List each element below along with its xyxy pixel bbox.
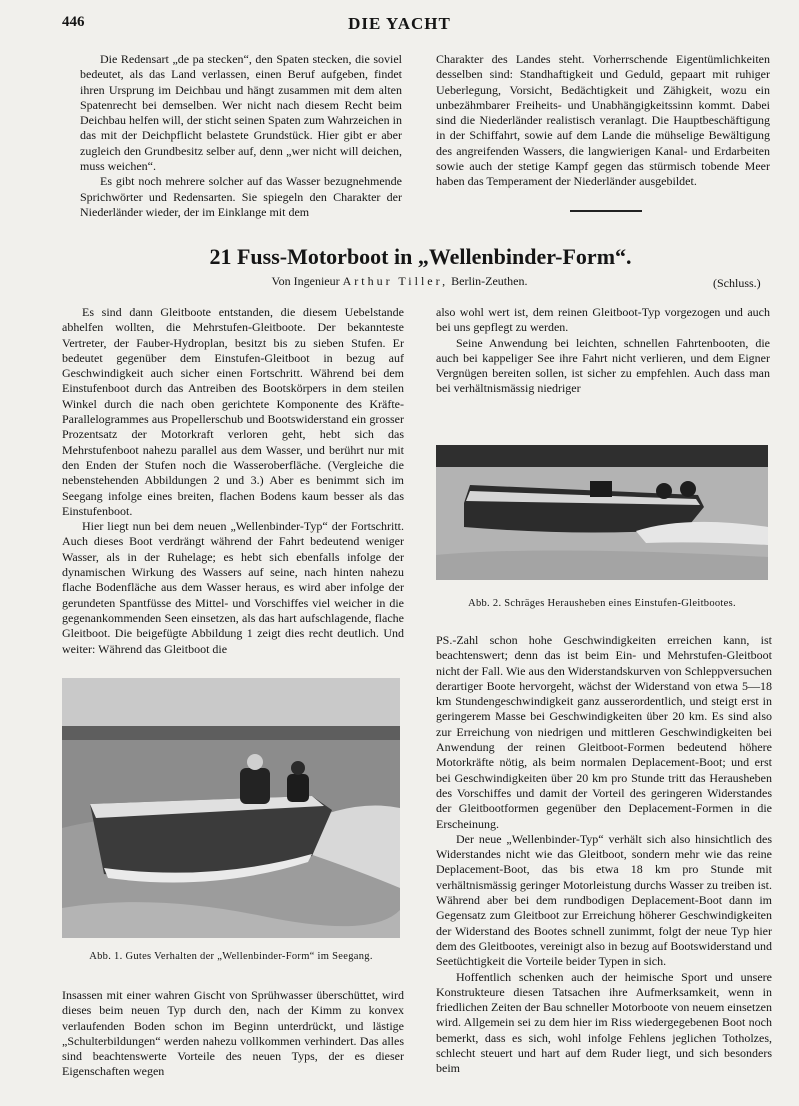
figure-1-photo — [62, 678, 400, 938]
byline — [0, 274, 799, 289]
paragraph: PS.-Zahl schon hohe Geschwindigkeiten erreichen kann, ist beachtenswert; denn das ist beim Ein- und Mehrstufen-Gleitboot nicht der Fall. Wie aus den Widerstandskurven von Schleppversuchen derartiger Boote hervorgeht, wächst der Widerstand von etwa 5—18 km Stundengeschwindigkeit ganz ausserordentlich, und steigt erst in geringerem Masse bei Geschwindigkeiten über 20 km. Es sind also zur Erreichung von niedrigen und mittleren Geschwindigkeiten bei Anwendung der reinen Gleitboot-Formen bedeutend höhere Motorkräfte nötig, als beim normalen Deplacement-Boot; und erst bei Geschwindigkeiten über 20 km pro Stunde tritt das Herausheben des Vorschiffes und damit der Vorteil des geringeren Widerstandes der Gleitbootformen gegenüber den Deplacement-Formen in die Erscheinung. — [436, 633, 772, 831]
continuation-note: (Schluss.) — [713, 276, 761, 290]
left-column — [62, 305, 404, 657]
right-bottom-column — [436, 633, 772, 1077]
top-left-column — [80, 52, 402, 220]
right-top-column — [436, 305, 770, 397]
figure-1-caption: Abb. 1. Gutes Verhalten der „Wellenbinder-Form“ im Seegang. — [89, 951, 373, 962]
motorboat-photo-2 — [436, 445, 768, 580]
paragraph: also wohl wert ist, dem reinen Gleitboot-Typ vorgezogen und auch bei uns gepflegt zu werden. — [436, 305, 770, 335]
paragraph: Charakter des Landes steht. Vorherrschende Eigentümlichkeiten desselben sind: Standhaftigkeit und Geduld, gepaart mit ruhiger Ueberlegung, Vorsicht, Bedächtigkeit und Zähigkeit, wozu ein unbezähmbarer Freiheits- und Unabhängigkeitssinn kommt. Dabei sind die Niederländer realistisch veranlagt. Die Hauptbeschäftigung in der Schiffahrt, sowie auf dem Lande die mühselige Bewältigung des angreifenden Wassers, die langwierigen Kanal- und Erdarbeiten sowie auch der stetige Kampf gegen das stürmisch tobende Meer haben das Temperament der Niederländer ausgebildet. — [436, 52, 770, 189]
byline-prefix: Von Ingenieur — [271, 274, 340, 288]
paragraph: Insassen mit einer wahren Gischt von Sprühwasser überschüttet, wird dieses beim neuen Typ durch den, nach der Kimm zu konvex verlaufenden Boden schon im Beginn unterdrückt, und lästige „Schulterbildungen“ werden nahezu vollkommen verhindert. Das alles sind beachtenswerte Vorteile des neuen Typs, der es dieser Eigenschaften wegen — [62, 988, 404, 1079]
paragraph: Hoffentlich schenken auch der heimische Sport und unsere Konstrukteure diesen Tatsachen ihre Aufmerksamkeit, wenn in friedlichen Zeiten der Bau schneller Motorboote von neuem einsetzen wird. Allgemein sei zu dem hier im Riss wiedergegebenen Boot noch bemerkt, dass es sich, wohl infolge Fehlens jeglichen Totholzes, schlecht steuert und hart auf dem Ruder liegt, und sich besonders beim — [436, 969, 772, 1076]
paragraph: Es gibt noch mehrere solcher auf das Wasser bezugnehmende Sprichwörter und Redensarten. Sie spiegeln den Charakter der Niederländer wieder, der im Einklange mit dem — [80, 174, 402, 219]
section-divider — [570, 210, 642, 212]
paragraph: Die Redensart „de pa stecken“, den Spaten stecken, die soviel bedeutet, als das Land verlassen, einen Beruf aufgeben, findet ihren Ursprung im Deichbau und hängt zusammen mit dem alten Spatenrecht bei demselben. Wer nicht nach diesem Recht beim Deichbau helfen will, der sticht seinen Spaten zum Wahrzeichen in das mit der Deichpflicht belastete Grundstück. Hier gibt er aber zugleich den Grundbesitz selber auf, denn „wer nicht will deichen, muss weichen“. — [80, 52, 402, 174]
article-title: 21 Fuss-Motorboot in „Wellenbinder-Form“. — [209, 244, 632, 269]
paragraph: Seine Anwendung bei leichten, schnellen Fahrtenbooten, die auch bei kappeliger See ihre Fahrt nicht verlieren, und dem Eigner Vergnügen bereiten sollen, ist sicher zu empfehlen. Auch dass man bei verhältnismässig niedriger — [436, 335, 770, 396]
top-right-column — [436, 52, 770, 190]
page-number: 446 — [62, 14, 85, 30]
figure-2-photo — [436, 445, 768, 580]
paragraph: Hier liegt nun bei dem neuen „Wellenbinder-Typ“ der Fortschritt. Auch dieses Boot verdrängt während der Fahrt bedeutend weniger Wasser, als in der Ruhelage; es hebt sich ebenfalls infolge der dynamischen Wirkung des Wassers auf seine, nach hinten nahezu flache Bodenfläche aus dem Wasser heraus, es wird aber infolge der gerundeten Spantfüsse des Mittel- und Vorschiffes viel weicher in die gegenankommenden Seen einsetzen, als das hart aufschlagende, flache Gleitboot. Die beigefügte Abbildung 1 zeigt dies recht deutlich. Und weiter: Während das Gleitboot die — [62, 519, 404, 656]
figure-2-caption: Abb. 2. Schräges Herausheben eines Einstufen-Gleitbootes. — [468, 598, 736, 609]
byline-place: Berlin-Zeuthen. — [451, 274, 528, 288]
author-name: Arthur Tiller, — [342, 274, 449, 288]
left-bottom-column — [62, 988, 404, 1080]
running-title: DIE YACHT — [348, 14, 451, 33]
paragraph: Der neue „Wellenbinder-Typ“ verhält sich also hinsichtlich des Widerstandes nicht wie das Gleitboot, sondern mehr wie das reine Deplacement-Boot, das bis etwa 18 km pro Stunde mit verhältnismässig geringer Motorleistung durchs Wasser zu treiben ist. Während aber bei dem rundbodigen Deplacement-Boot dann im Gegensatz zum Gleitboot zur Erreichung höherer Geschwindigkeiten der Widerstand des Bootes schnell zunimmt, folgt der neue Typ hier dem des Gleitbootes, vereinigt also in bezug auf Bootswiderstand und Seetüchtigkeit die Vorteile beider Typen in sich. — [436, 831, 772, 969]
motorboat-photo-1 — [62, 678, 400, 938]
paragraph: Es sind dann Gleitboote entstanden, die diesem Uebelstande abhelfen wollten, die Mehrstufen-Gleitboote. Der bekannteste Vertreter, der Fauber-Hydroplan, besitzt bis zu sieben Stufen. Er bedeutet gegenüber dem Einstufen-Gleitboot in bezug auf Geschwindigkeit auch sicher einen Fortschritt. Während bei dem Einstufenboot durch das Antreiben des Bootskörpers in dem steilen Winkel durch die nach oben gerichtete Komponente des Kräfte-Parallelogrammes aus Propellerschub und Bootswiderstand ein grosser Prozentsatz der Motorkraft verloren geht, hebt sich das Mehrstufenboot nahezu parallel aus dem Wasser, und berührt nur mit den Enden der Stufen noch die Wasseroberfläche. (Vergleiche die nebenstehenden Abbildungen 2 und 3.) Aber es benimmt sich im Seegang infolge eines breiten, flachen Bodens kaum besser als das Einstufenboot. — [62, 305, 404, 518]
